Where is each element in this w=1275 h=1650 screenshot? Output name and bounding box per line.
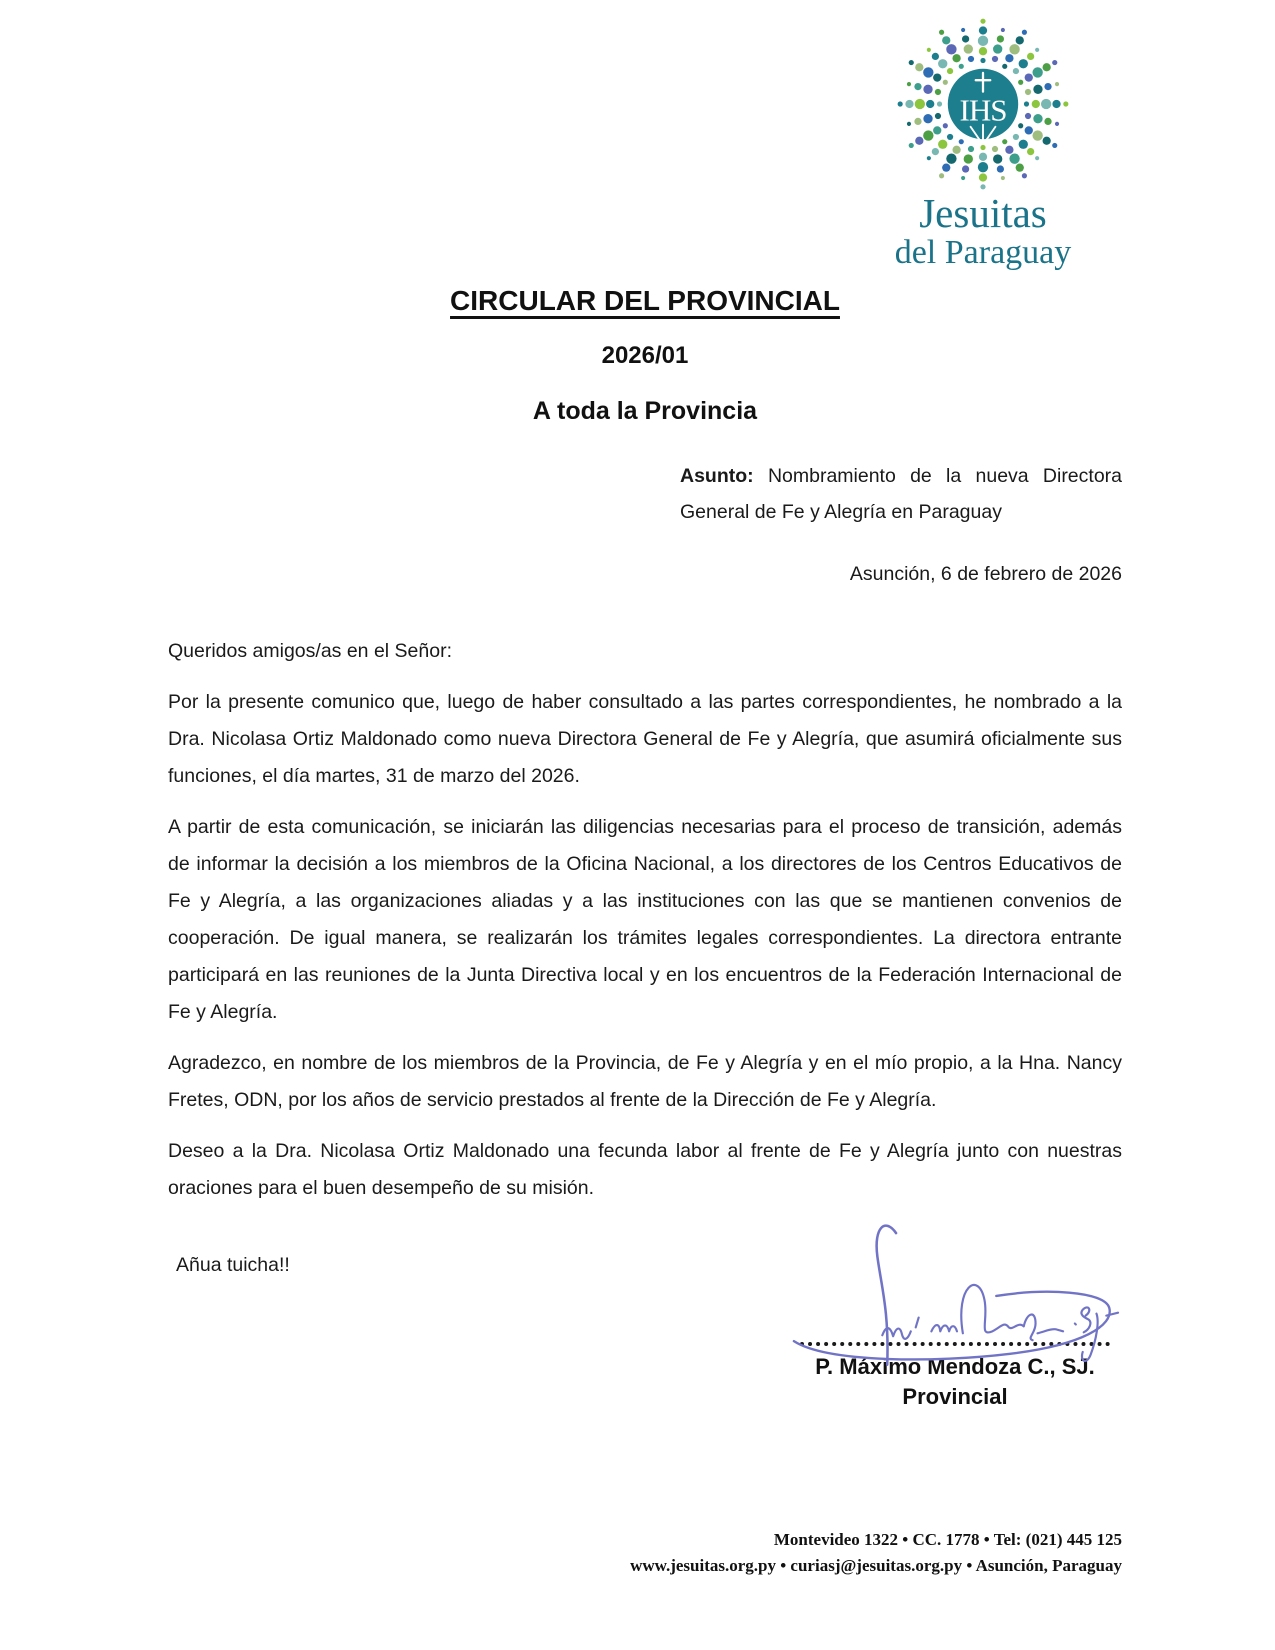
dateline: Asunción, 6 de febrero de 2026 [849, 563, 1122, 585]
signatory-title: Provincial [902, 1384, 1008, 1409]
body-paragraph-3: Agradezco, en nombre de los miembros de la Provincia, de Fe y Alegría y en el mío propio, a la Hna. Nancy Fretes, ODN, por los años de servicio prestados al frente de la Dirección de Fe y Alegría. [168, 1052, 1122, 1111]
logo-wordmark [876, 192, 1090, 270]
body-paragraph-2: A partir de esta comunicación, se iniciarán las diligencias necesarias para el proceso de transición, además de informar la decisión a los miembros de la Oficina Nacional, a los directores de los Centros Educativos de Fe y Alegría, a las organizaciones aliadas y a las instituciones con las que se mantienen convenios de cooperación. De igual manera, se realizarán los trámites legales correspondientes. La directora entrante participará en las reuniones de la Junta Directiva local y en los encuentros de la Federación Internacional de Fe y Alegría. [168, 816, 1122, 1023]
signature-block [788, 1214, 1122, 1412]
subject-block [680, 458, 1122, 530]
letter-content [168, 284, 1122, 1412]
jesuits-logo [876, 16, 1090, 270]
logo-wordmark-line2: del Paraguay [894, 233, 1072, 271]
closing: Añua tuicha!! [176, 1254, 290, 1276]
circular-addressee: A toda la Provincia [532, 397, 758, 425]
circular-title: CIRCULAR DEL PROVINCIAL [450, 285, 840, 316]
ihs-monogram: IHS [959, 92, 1007, 128]
logo-wordmark-line1: Jesuitas [919, 190, 1047, 236]
body-paragraph-4: Deseo a la Dra. Nicolasa Ortiz Maldonado una fecunda labor al frente de Fe y Alegría junto con nuestras oraciones para el buen desempeño de su misión. [168, 1140, 1122, 1199]
subject-label: Asunto: [680, 465, 754, 487]
signature-ink-icon [788, 1214, 1122, 1374]
ihs-sunburst-icon [895, 16, 1071, 192]
footer-line1: Montevideo 1322 • CC. 1778 • Tel: (021) 445 125 [773, 1530, 1122, 1549]
signatory-name: P. Máximo Mendoza C., SJ. [815, 1354, 1095, 1379]
subject-text: Nombramiento de la nueva Directora General de Fe y Alegría en Paraguay [680, 465, 1123, 523]
footer-line2: www.jesuitas.org.py • curiasj@jesuitas.org.py • Asunción, Paraguay [630, 1556, 1122, 1575]
greeting: Queridos amigos/as en el Señor: [168, 640, 452, 662]
body-paragraph-1: Por la presente comunico que, luego de haber consultado a las partes correspondientes, he nombrado a la Dra. Nicolasa Ortiz Maldonado como nueva Directora General de Fe y Alegría, que asumirá oficialmente sus funciones, el día martes, 31 de marzo del 2026. [168, 691, 1122, 787]
circular-number: 2026/01 [601, 342, 689, 369]
footer [168, 1527, 1122, 1579]
